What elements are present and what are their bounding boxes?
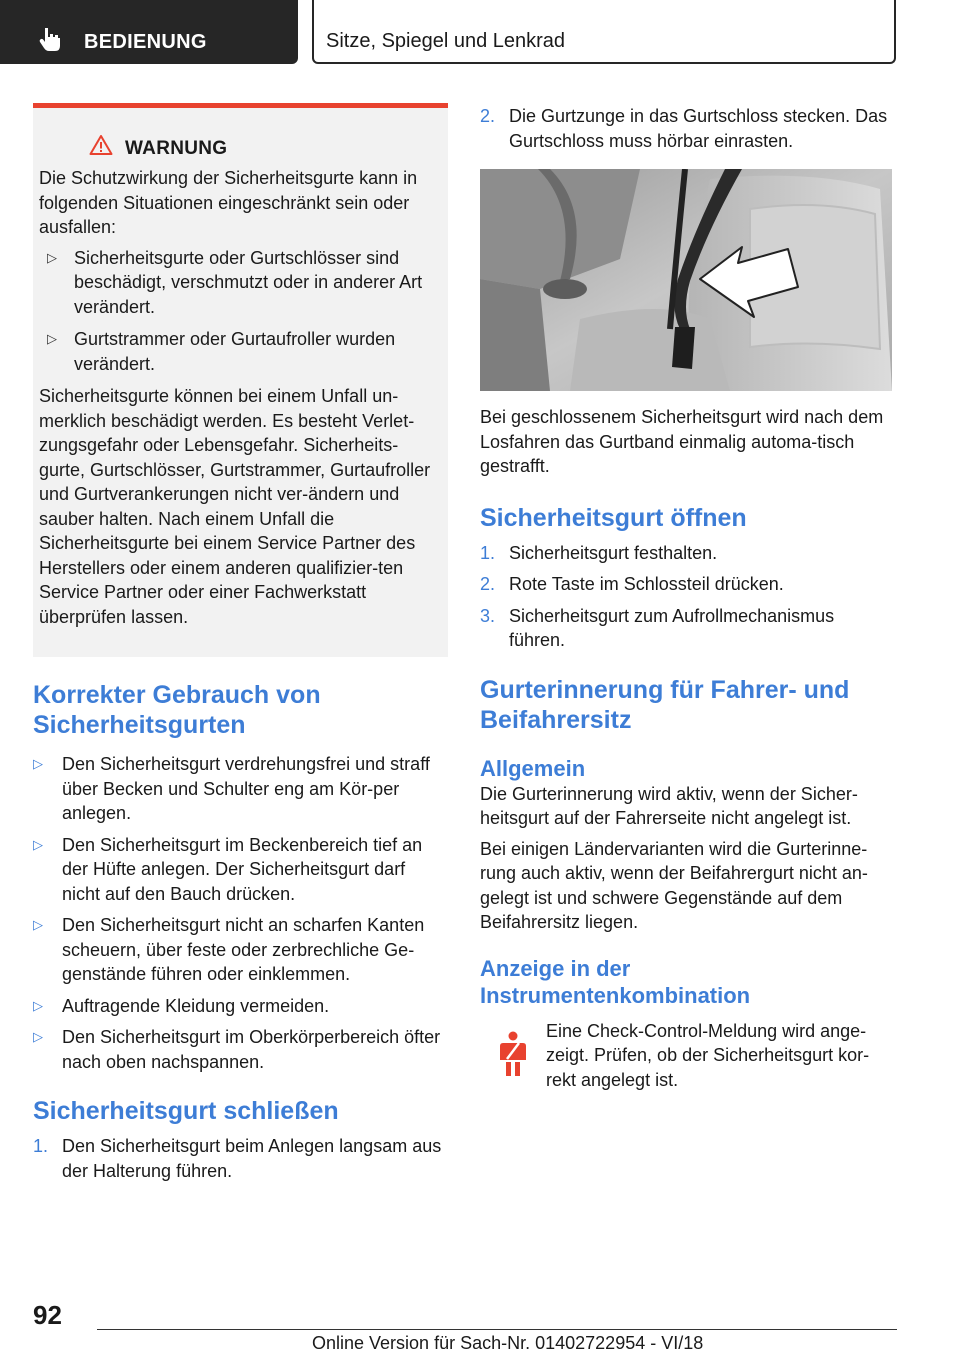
after-buckle-text: Bei geschlossenem Sicherheitsgurt wird nach dem Losfahren das Gurtband einmalig automa-tisch gestrafft. [480, 407, 884, 476]
page-header [0, 0, 960, 66]
seatbelt-warning-icon [498, 1031, 528, 1077]
list-item: ▷ Den Sicherheitsgurt verdrehungsfrei und straff über Becken und Schulter eng am Kör-per anlegen. [33, 754, 430, 823]
triangle-bullet-icon: ▷ [33, 756, 43, 771]
list-item: ▷ Den Sicherheitsgurt nicht an scharfen Kanten scheuern, über feste oder zerbrechliche Ge-genstände führen oder einklemmen. [33, 915, 425, 984]
section-heading-reminder: Gurterinnerung für Fahrer- und Beifahrersitz [480, 675, 850, 734]
warning-intro: Die Schutzwirkung der Sicherheitsgurte kann in folgenden Situationen eingeschränkt sein oder ausfallen: [39, 168, 418, 237]
hand-pointer-icon [38, 26, 64, 52]
triangle-bullet-icon: ▷ [33, 917, 43, 932]
subheading-display: Anzeige in der Instrumentenkombination [480, 955, 751, 1008]
subheading-general: Allgemein [480, 755, 586, 781]
chapter-title: Sitze, Spiegel und Lenkrad [326, 30, 566, 52]
footer-divider [97, 1329, 897, 1330]
open-belt-steps [480, 541, 892, 653]
reminder-general-p2: Bei einigen Ländervarianten wird die Gurterinne-rung auch aktiv, wenn der Beifahrergurt nicht an-gelegt ist und schwere Gegenstände auf dem Beifahrersitz liegen. [480, 838, 868, 932]
section-tab-label: BEDIENUNG [84, 31, 207, 53]
triangle-bullet-icon: ▷ [47, 331, 57, 346]
list-item: ▷ Den Sicherheitsgurt im Oberkörperbereich öfter nach oben nachspannen. [33, 1027, 441, 1072]
section-heading-correct-use: Korrekter Gebrauch von Sicherheitsgurten [33, 681, 321, 739]
triangle-bullet-icon: ▷ [33, 836, 43, 852]
left-column [33, 680, 448, 1190]
indicator-text: Eine Check-Control-Meldung wird ange-zeigt. Prüfen, ob der Sicherheitsgurt kor-rekt angelegt ist. [546, 1020, 870, 1090]
list-item: ▷ Den Sicherheitsgurt im Beckenbereich tief an der Hüfte anlegen. Der Sicherheitsgurt darf nicht auf den Bauch drücken. [33, 834, 423, 904]
section-heading-open-belt: Sicherheitsgurt öffnen [480, 503, 747, 532]
warning-box [33, 103, 448, 657]
list-item: 2. Rote Taste im Schlossteil drücken. [480, 574, 784, 594]
page-number: 92 [33, 1300, 62, 1330]
list-item: 2. Die Gurtzunge in das Gurtschloss stecken. Das Gurtschloss muss hörbar einrasten. [480, 106, 888, 151]
indicator-row [480, 1019, 892, 1093]
list-item: ▷ Auftragende Kleidung vermeiden. [33, 994, 448, 1019]
seatbelt-buckle-photo [480, 169, 892, 391]
triangle-bullet-icon: ▷ [47, 249, 57, 265]
warning-text: Sicherheitsgurte können bei einem Unfall un-merklich beschädigt werden. Es besteht Verlet-zungsgefahr oder Lebensgefahr. Sicherheits-gurte, Gurtschlösser, Gurtstrammer, Gurtaufroller und Gurtverankerungen nicht ver-ändern und sauber halten. Nach einem Unfall die Sicherheitsgurte bei einem Service Partner des Herstellers oder einem anderen qualifizier-ten Service Partner oder einer Fachwerkstatt überprüfen lassen. [39, 386, 431, 627]
reminder-general-p1: Die Gurterinnerung wird aktiv, wenn der Sicher-heitsgurt auf der Fahrerseite nicht angelegt ist. [480, 783, 858, 828]
footer-text: Online Version für Sach-Nr. 01402722954 - VI/18 [312, 1333, 704, 1353]
chapter-title-box [312, 0, 896, 64]
close-belt-steps [33, 1134, 448, 1183]
triangle-bullet-icon: ▷ [33, 1029, 43, 1044]
close-belt-steps-continued [480, 104, 892, 153]
right-column [480, 104, 892, 1092]
warning-triangle-icon [89, 134, 113, 156]
correct-use-list [33, 752, 448, 1074]
section-tab [0, 0, 298, 64]
list-item: 1. Den Sicherheitsgurt beim Anlegen langsam aus der Halterung führen. [33, 1136, 442, 1181]
section-heading-close-belt: Sicherheitsgurt schließen [33, 1097, 339, 1125]
list-item: ▷ Gurtstrammer oder Gurtaufroller wurden verändert. [47, 329, 396, 374]
triangle-bullet-icon: ▷ [33, 997, 43, 1013]
warning-body [39, 166, 443, 629]
list-item: 3. Sicherheitsgurt zum Aufrollmechanismus führen. [480, 605, 835, 650]
list-item: 1. Sicherheitsgurt festhalten. [480, 542, 718, 563]
warning-heading: WARNUNG [125, 138, 228, 159]
warning-list [39, 246, 443, 377]
list-item: ▷ Sicherheitsgurte oder Gurtschlösser sind beschädigt, verschmutzt oder in anderer Art verändert. [47, 247, 423, 317]
